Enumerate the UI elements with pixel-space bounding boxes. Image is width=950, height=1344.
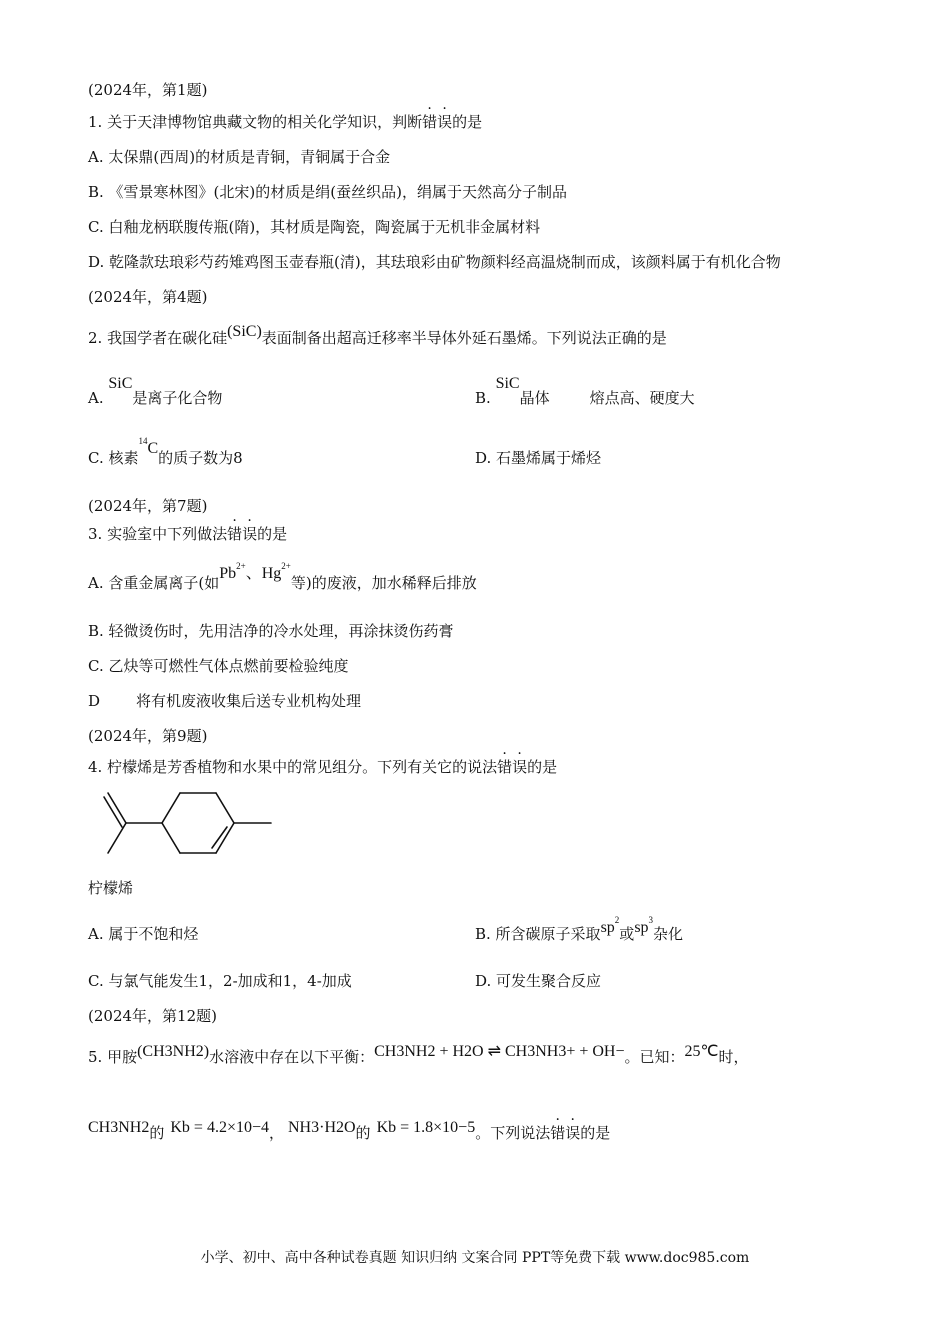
q1-stem — [88, 112, 482, 132]
q5-comma: ， — [268, 1124, 284, 1142]
q3-ion-pb: Pb — [219, 565, 237, 582]
q2-b-text: 晶体 — [519, 389, 550, 407]
q3-ion-sep: 、 — [245, 563, 262, 582]
q2-b-label: B. — [475, 389, 491, 407]
q2-stem-text: 2. 我国学者在碳化硅 — [88, 329, 228, 347]
q1-stem-end: 的是 — [452, 113, 483, 131]
q3-stem-text: 3. 实验室中下列做法 — [88, 525, 228, 543]
q2-option-a — [88, 375, 223, 409]
q3-a-text-end: 等)的废液，加水稀释后排放 — [290, 574, 477, 592]
q2-header: (2024年，第4题) — [88, 288, 208, 306]
q3-header: (2024年，第7题) — [88, 497, 208, 515]
q5-kb-methylamine: Kb = 4.2×10−4 — [170, 1119, 269, 1136]
q5-of-1: 的 — [149, 1124, 165, 1142]
q5-header: (2024年，第12题) — [88, 1007, 217, 1025]
q4-stem-end: 的是 — [527, 758, 558, 776]
q4-caption: 柠檬烯 — [88, 879, 134, 897]
q3-emphasis-1: 错 — [227, 525, 243, 543]
q2-option-b — [475, 375, 695, 409]
q4-b-text-end: 杂化 — [653, 925, 684, 943]
q3-ion-hg-charge: 2+ — [281, 561, 291, 571]
q2-a-text: 是离子化合物 — [132, 389, 223, 407]
q3-option-a — [88, 561, 477, 595]
q4-option-b — [475, 915, 684, 946]
q5-line2-text: 。下列说法 — [475, 1124, 551, 1142]
q5-kb-ammonia: Kb = 1.8×10−5 — [376, 1119, 476, 1136]
q5-temperature: 25℃ — [684, 1043, 719, 1060]
q5-line2-end: 的是 — [580, 1124, 611, 1142]
q2-stem — [88, 323, 667, 349]
q2-c-label: C. 核素 — [88, 449, 139, 467]
q5-stem-text: 5. 甲胺 — [88, 1048, 138, 1066]
q3-option-c: C. 乙炔等可燃性气体点燃前要检验纯度 — [88, 657, 349, 675]
q4-sp-b: sp — [634, 919, 649, 936]
q2-b-formula: SiC — [495, 375, 520, 392]
q5-stem-end: 时， — [718, 1048, 749, 1066]
q5-stem-known: 。已知： — [624, 1048, 685, 1066]
q5-stem-formula: (CH3NH2) — [137, 1043, 210, 1060]
q4-header: (2024年，第9题) — [88, 727, 208, 745]
q3-option-d — [88, 691, 361, 711]
q5-stem-line2 — [88, 1119, 611, 1144]
q2-a-label: A. — [88, 389, 104, 407]
q4-sp-a: sp — [600, 919, 615, 936]
q4-b-text: B. 所含碳原子采取 — [475, 925, 601, 943]
q3-ion-hg: Hg — [261, 565, 282, 582]
q1-emphasis-1: 错 — [422, 113, 438, 131]
q3-emphasis-2: 误 — [242, 525, 258, 543]
q3-d-label: D — [88, 692, 101, 710]
q2-b-text2: 熔点高、硬度大 — [589, 389, 695, 407]
q4-stem-text: 4. 柠檬烯是芳香植物和水果中的常见组分。下列有关它的说法 — [88, 758, 498, 776]
q2-c-symbol: C — [147, 440, 159, 457]
q4-stem — [88, 757, 557, 777]
q4-option-c: C. 与氯气能发生1，2-加成和1，4-加成 — [88, 972, 352, 990]
q1-option-c: C. 白釉龙柄联腹传瓶(隋)，其材质是陶瓷，陶瓷属于无机非金属材料 — [88, 218, 541, 236]
q4-option-a: A. 属于不饱和烃 — [88, 925, 199, 943]
q3-d-text: 将有机废液收集后送专业机构处理 — [136, 692, 362, 710]
q4-sp3-exp: 3 — [648, 915, 654, 925]
q4-b-or: 或 — [619, 925, 635, 943]
q5-stem-mid: 水溶液中存在以下平衡： — [209, 1048, 375, 1066]
q5-of-2: 的 — [355, 1124, 371, 1142]
q5-ammonia-hydrate: NH3·H2O — [288, 1119, 356, 1136]
q3-a-text: A. 含重金属离子(如 — [88, 574, 220, 592]
page-footer: 小学、初中、高中各种试卷真题 知识归纳 文案合同 PPT等免费下载 www.doc985.com — [200, 1250, 750, 1266]
q1-stem-text: 1. 关于天津博物馆典藏文物的相关化学知识，判断 — [88, 113, 423, 131]
q1-option-a: A. 太保鼎(西周)的材质是青铜，青铜属于合金 — [88, 148, 391, 166]
q2-a-formula: SiC — [108, 375, 133, 392]
q4-emphasis-1: 错 — [497, 758, 513, 776]
q2-option-d: D. 石墨烯属于烯烃 — [475, 449, 602, 467]
q3-stem-end: 的是 — [257, 525, 288, 543]
q1-header: (2024年，第1题) — [88, 81, 208, 99]
q4-sp2-exp: 2 — [614, 915, 620, 925]
q5-methylamine: CH3NH2 — [88, 1119, 150, 1136]
q2-stem-formula: (SiC) — [227, 323, 262, 340]
q4-option-d: D. 可发生聚合反应 — [475, 972, 602, 990]
q3-ion-pb-charge: 2+ — [236, 561, 246, 571]
q2-stem-end: 表面制备出超高迁移率半导体外延石墨烯。下列说法正确的是 — [261, 329, 667, 347]
q5-emphasis-2: 误 — [565, 1124, 581, 1142]
q3-stem — [88, 524, 287, 544]
q2-option-c — [88, 436, 243, 470]
q5-stem — [88, 1043, 749, 1068]
q2-c-mass: 14 — [138, 436, 148, 446]
limonene-structure — [95, 790, 285, 865]
q2-c-text: 的质子数为8 — [158, 449, 243, 467]
q3-option-b: B. 轻微烫伤时，先用洁净的冷水处理，再涂抹烫伤药膏 — [88, 622, 454, 640]
q5-equation: CH3NH2 + H2O ⇌ CH3NH3+ + OH− — [374, 1043, 625, 1060]
q5-emphasis-1: 错 — [550, 1124, 566, 1142]
q1-option-d: D. 乾隆款珐琅彩芍药雉鸡图玉壶春瓶(清)，其珐琅彩由矿物颜料经高温烧制而成，该颜料属于有机化合物 — [88, 253, 781, 271]
q1-emphasis-2: 误 — [437, 113, 453, 131]
q4-emphasis-2: 误 — [512, 758, 528, 776]
q1-option-b: B. 《雪景寒林图》(北宋)的材质是绢(蚕丝织品)，绢属于天然高分子制品 — [88, 183, 567, 201]
